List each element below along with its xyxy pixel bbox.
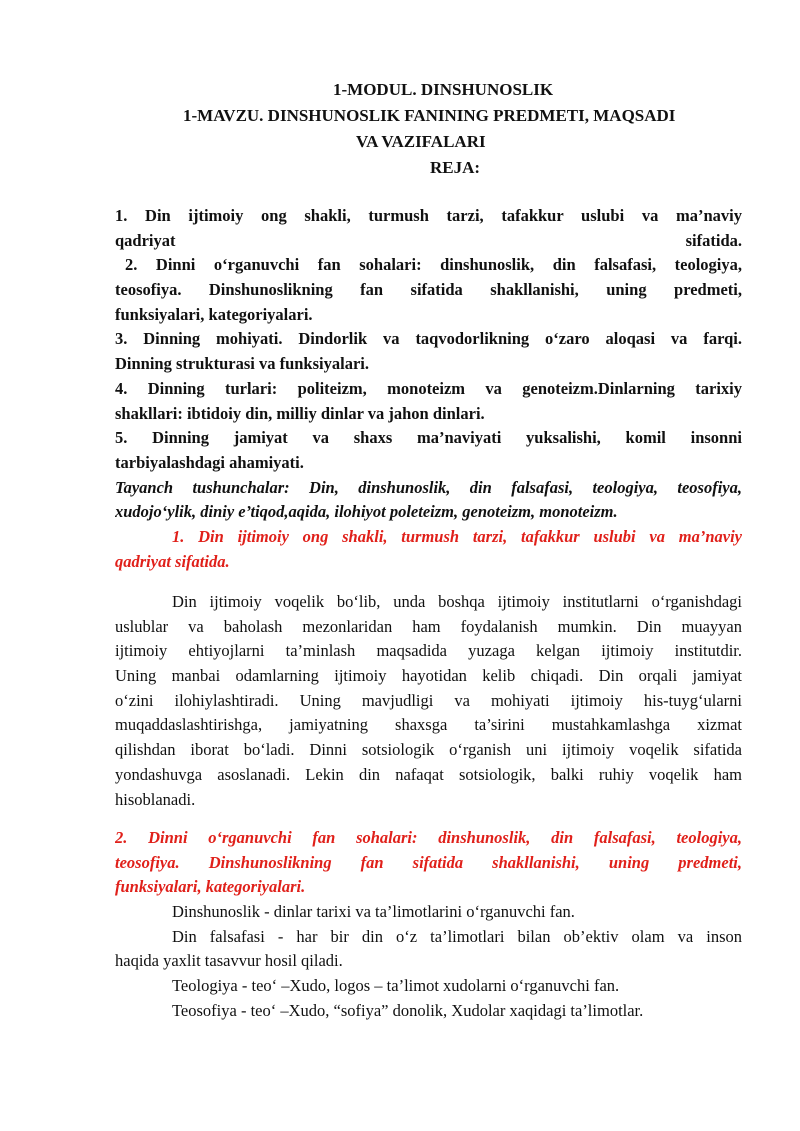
section-2-title-line-1: 2. Dinni o‘rganuvchi fan sohalari: dinshunoslik, din falsafasi, teologiya, [115, 828, 742, 847]
plan-item-2-line-1: 2. Dinni o‘rganuvchi fan sohalari: dinshunoslik, din falsafasi, teologiya, [125, 255, 742, 275]
section-1-title-line-2: qadriyat sifatida. [115, 551, 230, 571]
paragraph-line: ijtimoiy ehtiyojlarni ta’minlash maqsadida yuzaga kelgan ijtimoiy institutdir. [115, 641, 742, 661]
paragraph-line: Din ijtimoiy voqelik bo‘lib, unda boshqa ijtimoiy institutlarni o‘rganishdagi [172, 592, 742, 611]
module-title: 1-MODUL. DINSHUNOSLIK [333, 80, 554, 99]
plan-item-3-line-1: 3. Dinning mohiyati. Dindorlik va taqvodorlikning o‘zaro aloqasi va farqi. [115, 329, 742, 349]
paragraph-line: muqaddaslashtirishga, jamiyatning shaxsga ta’sirini mustahkamlashga xizmat [115, 715, 742, 735]
plan-item-5-line-1: 5. Dinning jamiyat va shaxs ma’naviyati yuksalishi, komil insonni [115, 428, 742, 448]
section-1-paragraph [115, 590, 742, 812]
paragraph-line: o‘zini ilohiylashtiradi. Uning mavjudligi va mohiyati ijtimoiy his-tuyg‘ularni [115, 690, 742, 710]
paragraph-line: yondashuvga asoslanadi. Lekin din nafaqat sotsiologik, balki ruhiy voqelik ham [115, 764, 742, 784]
definition-teologiya: Teologiya - teo‘ –Xudo, logos – ta’limot xudolarni o‘rganuvchi fan. [172, 976, 620, 996]
definition-din-falsafasi-line-1: Din falsafasi - har bir din o‘z ta’limotlari bilan ob’ektiv olam va inson [172, 926, 742, 946]
paragraph-line: uslublar va baholash mezonlaridan ham foydalanish mumkin. Din muayyan [115, 616, 742, 636]
section-2-title-line-2: teosofiya. Dinshunoslikning fan sifatida shakllanishi, uning predmeti, [115, 852, 742, 872]
paragraph-line: hisoblanadi. [115, 789, 196, 809]
plan-item-1-tail: sifatida. [685, 230, 742, 250]
paragraph-line: Uning manbai odamlarning ijtimoiy hayotidan kelib chiqadi. Din orqali jamiyat [115, 666, 742, 686]
definition-din-falsafasi-line-2: haqida yaxlit tasavvur hosil qiladi. [115, 951, 343, 971]
plan-heading: REJA: [430, 158, 481, 177]
plan-item-1-word: qadriyat [115, 230, 176, 250]
paragraph-line: qilishdan iborat bo‘ladi. Dinni sotsiologik o‘rganish uni ijtimoiy voqelik sifatida [115, 740, 742, 760]
section-2-title-line-3: funksiyalari, kategoriyalari. [115, 877, 306, 897]
plan-item-4-line-2: shakllari: ibtidoiy din, milliy dinlar va jahon dinlari. [115, 403, 485, 423]
plan-item-2-line-3: funksiyalari, kategoriyalari. [115, 304, 313, 324]
topic-title-line-2: VA VAZIFALARI [356, 132, 486, 151]
key-concepts-line-2: xudojo‘ylik, diniy e’tiqod,aqida, ilohiyot poleteizm, genoteizm, monoteizm. [115, 502, 618, 522]
plan-item-1-line-1: 1. Din ijtimoiy ong shakli, turmush tarzi, tafakkur uslubi va ma’naviy [115, 206, 742, 225]
section-2 [115, 826, 742, 1024]
definition-dinshunoslik: Dinshunoslik - dinlar tarixi va ta’limotlarini o‘rganuvchi fan. [172, 902, 575, 922]
key-concepts-line-1: Tayanch tushunchalar: Din, dinshunoslik, din falsafasi, teologiya, teosofiya, [115, 477, 742, 497]
plan-item-5-line-2: tarbiyalashdagi ahamiyati. [115, 452, 304, 472]
plan-item-4-line-1: 4. Dinning turlari: politeizm, monoteizm va genoteizm.Dinlarning tarixiy [115, 378, 742, 398]
plan-item-2-line-2: teosofiya. Dinshunoslikning fan sifatida shakllanishi, uning predmeti, [115, 280, 742, 300]
plan-item-1-line-2 [115, 229, 742, 254]
plan-list [115, 204, 742, 574]
plan-item-3-line-2: Dinning strukturasi va funksiyalari. [115, 354, 369, 374]
definition-teosofiya: Teosofiya - teo‘ –Xudo, “sofiya” donolik, Xudolar xaqidagi ta’limotlar. [172, 1000, 644, 1020]
section-1-title-line-1: 1. Din ijtimoiy ong shakli, turmush tarzi, tafakkur uslubi va ma’naviy [172, 526, 742, 546]
topic-title-line-1: 1-MAVZU. DINSHUNOSLIK FANINING PREDMETI, MAQSADI [183, 106, 676, 125]
